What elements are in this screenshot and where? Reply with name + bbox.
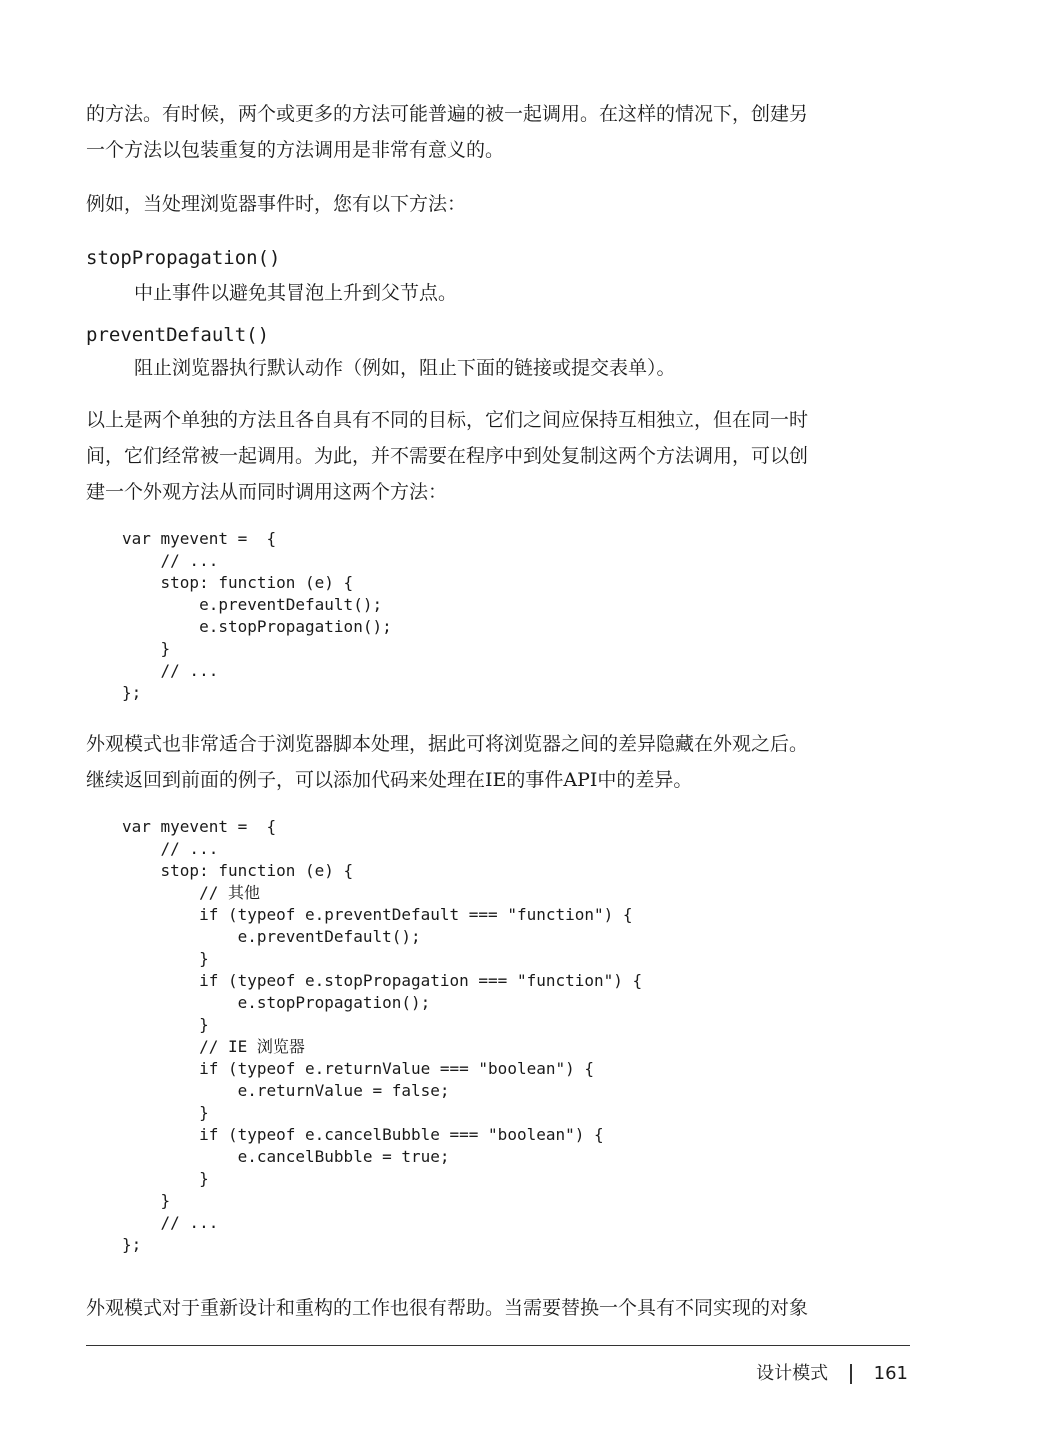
code-line: }; bbox=[122, 1235, 142, 1254]
paragraph-line: 间，它们经常被一起调用。为此，并不需要在程序中到处复制这两个方法调用，可以创 bbox=[86, 445, 809, 467]
code-line: var myevent = { bbox=[122, 529, 277, 548]
code-line: } bbox=[122, 1103, 209, 1122]
code-line: if (typeof e.preventDefault === "function") { bbox=[122, 905, 633, 924]
paragraph-refactoring bbox=[86, 1290, 912, 1326]
code-line: stop: function (e) { bbox=[122, 573, 354, 592]
code-line: var myevent = { bbox=[122, 817, 277, 836]
code-line: // ... bbox=[122, 839, 219, 858]
footer-section-title: 设计模式 bbox=[756, 1363, 829, 1384]
paragraph-line: 一个方法以包装重复的方法调用是非常有意义的。 bbox=[86, 139, 505, 161]
term-stop-propagation: stopPropagation() bbox=[86, 247, 281, 269]
paragraph-line: 例如，当处理浏览器事件时，您有以下方法： bbox=[86, 193, 467, 215]
paragraph-line: 继续返回到前面的例子，可以添加代码来处理在IE的事件API中的差异。 bbox=[86, 769, 693, 791]
footer-divider bbox=[86, 1345, 910, 1346]
code-line: e.stopPropagation(); bbox=[122, 617, 392, 636]
paragraph-example bbox=[86, 186, 912, 222]
code-block-ie-facade bbox=[122, 816, 642, 1256]
code-line: // ... bbox=[122, 551, 219, 570]
paragraph-line: 外观模式也非常适合于浏览器脚本处理，据此可将浏览器之间的差异隐藏在外观之后。 bbox=[86, 733, 809, 755]
footer-separator bbox=[850, 1364, 852, 1384]
code-line: }; bbox=[122, 683, 142, 702]
code-line: e.preventDefault(); bbox=[122, 595, 383, 614]
code-block-facade bbox=[122, 528, 392, 704]
paragraph-line: 的方法。有时候，两个或更多的方法可能普遍的被一起调用。在这样的情况下，创建另 bbox=[86, 103, 809, 125]
paragraph-browser-differences bbox=[86, 726, 912, 798]
code-line: } bbox=[122, 1169, 209, 1188]
code-line: e.returnValue = false; bbox=[122, 1081, 450, 1100]
code-line: stop: function (e) { bbox=[122, 861, 354, 880]
code-line: } bbox=[122, 1191, 171, 1210]
paragraph-line: 建一个外观方法从而同时调用这两个方法： bbox=[86, 481, 448, 503]
paragraph-line: 外观模式对于重新设计和重构的工作也很有帮助。当需要替换一个具有不同实现的对象 bbox=[86, 1297, 809, 1319]
code-line: } bbox=[122, 1015, 209, 1034]
code-line: if (typeof e.stopPropagation === "function") { bbox=[122, 971, 643, 990]
paragraph-line: 以上是两个单独的方法且各自具有不同的目标，它们之间应保持互相独立，但在同一时 bbox=[86, 409, 809, 431]
code-line: if (typeof e.cancelBubble === "boolean") { bbox=[122, 1125, 604, 1144]
code-line: // IE 浏览器 bbox=[122, 1037, 305, 1056]
code-line: // 其他 bbox=[122, 883, 260, 902]
code-line: e.stopPropagation(); bbox=[122, 993, 431, 1012]
term-prevent-default: preventDefault() bbox=[86, 324, 270, 346]
term-description-stop-propagation: 中止事件以避免其冒泡上升到父节点。 bbox=[134, 282, 458, 304]
page-number: 161 bbox=[873, 1363, 908, 1384]
code-line: } bbox=[122, 639, 171, 658]
code-line: } bbox=[122, 949, 209, 968]
code-line: e.cancelBubble = true; bbox=[122, 1147, 450, 1166]
term-description-prevent-default: 阻止浏览器执行默认动作（例如，阻止下面的链接或提交表单）。 bbox=[134, 357, 676, 379]
code-line: // ... bbox=[122, 1213, 219, 1232]
code-line: // ... bbox=[122, 661, 219, 680]
paragraph-facade-explanation bbox=[86, 402, 912, 510]
page-footer bbox=[756, 1360, 908, 1388]
code-line: if (typeof e.returnValue === "boolean") { bbox=[122, 1059, 595, 1078]
code-line: e.preventDefault(); bbox=[122, 927, 421, 946]
paragraph-intro bbox=[86, 96, 912, 168]
